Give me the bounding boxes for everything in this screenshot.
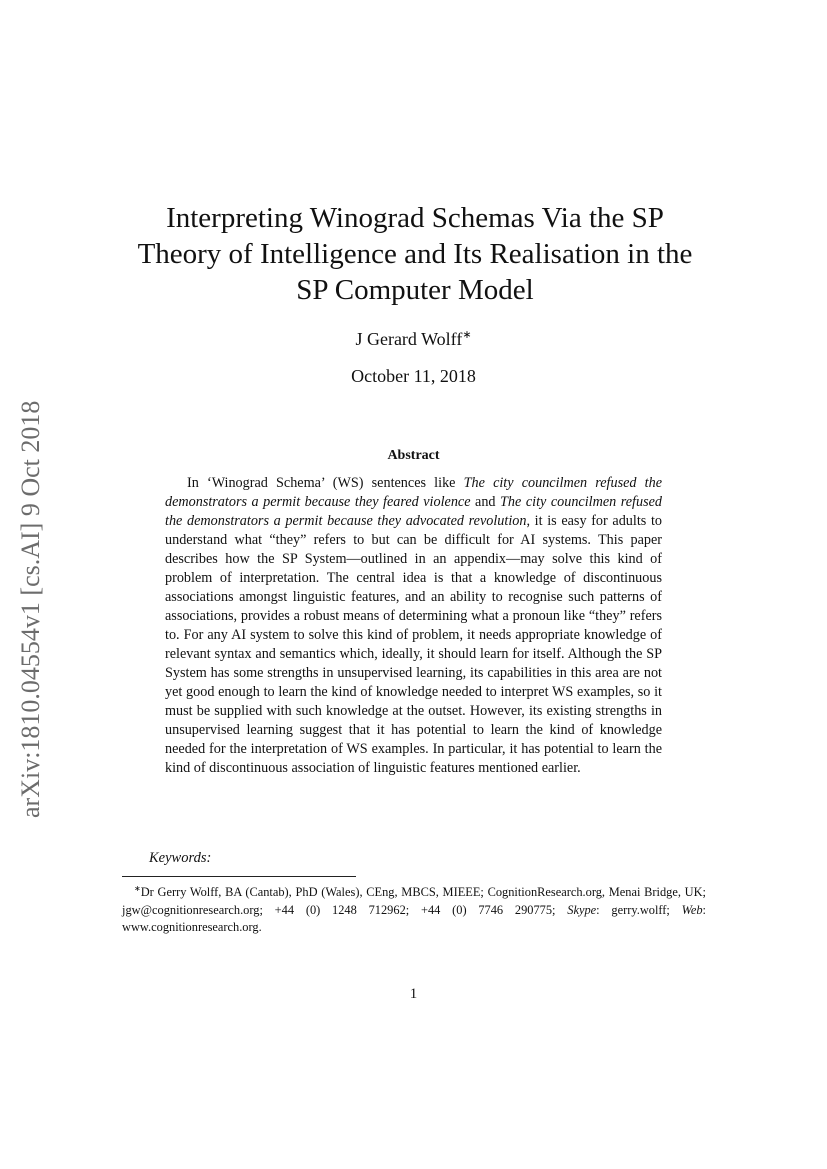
author-line — [0, 328, 827, 350]
footnote-mark: ∗ — [134, 884, 141, 893]
abstract-paragraph — [165, 474, 662, 778]
footnote-web-label: Web — [681, 902, 703, 917]
abstract-text-3: , it is easy for adults to understand what “they” refers to but can be difficult for AI systems. This paper describes how the SP System—outlined in an appendix—may solve this kind of problem of interpretation. The central idea is that a knowledge of discontinuous associations amongst linguistic features, and an ability to recognise such patterns of associations, provides a robust means of determining what a pronoun like “they” refers to. For any AI system to solve this kind of problem, it needs appropriate knowledge of relevant syntax and semantics which, ideally, it should learn for itself. Although the SP System has some strengths in unsupervised learning, its capabilities in this area are not yet good enough to learn the kind of knowledge needed to interpret WS examples, so it must be supplied with such knowledge at the outset. However, its existing strengths in unsupervised learning suggest that it has potential to learn the kind of knowledge needed for the interpretation of WS examples. In particular, it has potential to learn the kind of discontinuous association of linguistic features mentioned earlier. — [165, 513, 662, 776]
page-number: 1 — [409, 986, 418, 1002]
footnote-text-1: Dr Gerry Wolff, BA (Cantab), PhD (Wales), CEng, MBCS, MIEEE; CognitionResearch.org, Menai Bridge, UK; jgw@cognitionresearch.org; +44 (0) 1248 712962; +44 (0) 7746 290775; — [122, 885, 706, 917]
footnote-text-3: : www.cognitionresearch.org. — [122, 902, 706, 935]
abstract-heading: Abstract — [387, 448, 440, 463]
abstract-text-1: In ‘Winograd Schema’ (WS) sentences like — [187, 475, 464, 491]
author-name: J Gerard Wolff — [355, 329, 463, 349]
publication-date: October 11, 2018 — [351, 366, 476, 386]
footnote-paragraph — [122, 880, 706, 937]
abstract-text-2: and — [470, 494, 501, 510]
abstract-example-2: The city councilmen refused the demonstrators a permit because they advocated revolution — [165, 494, 662, 529]
author-footnote-mark: ∗ — [462, 329, 472, 341]
author-footnote — [122, 880, 706, 937]
abstract-example-1: The city councilmen refused the demonstrators a permit because they feared violence — [165, 475, 662, 510]
footnote-skype-label: Skype — [567, 902, 597, 917]
keywords-label: Keywords: — [149, 850, 212, 866]
title-line-2: Theory of Intelligence and Its Realisation in the — [137, 238, 693, 270]
title-line-1: Interpreting Winograd Schemas Via the SP — [166, 202, 664, 234]
footnote-text-2: : gerry.wolff; — [596, 902, 682, 917]
paper-title — [110, 200, 720, 308]
abstract-body — [165, 474, 662, 778]
title-line-3: SP Computer Model — [296, 274, 534, 306]
footnote-rule — [122, 876, 356, 877]
arxiv-identifier: arXiv:1810.04554v1 [cs.AI] 9 Oct 2018 — [16, 400, 45, 818]
